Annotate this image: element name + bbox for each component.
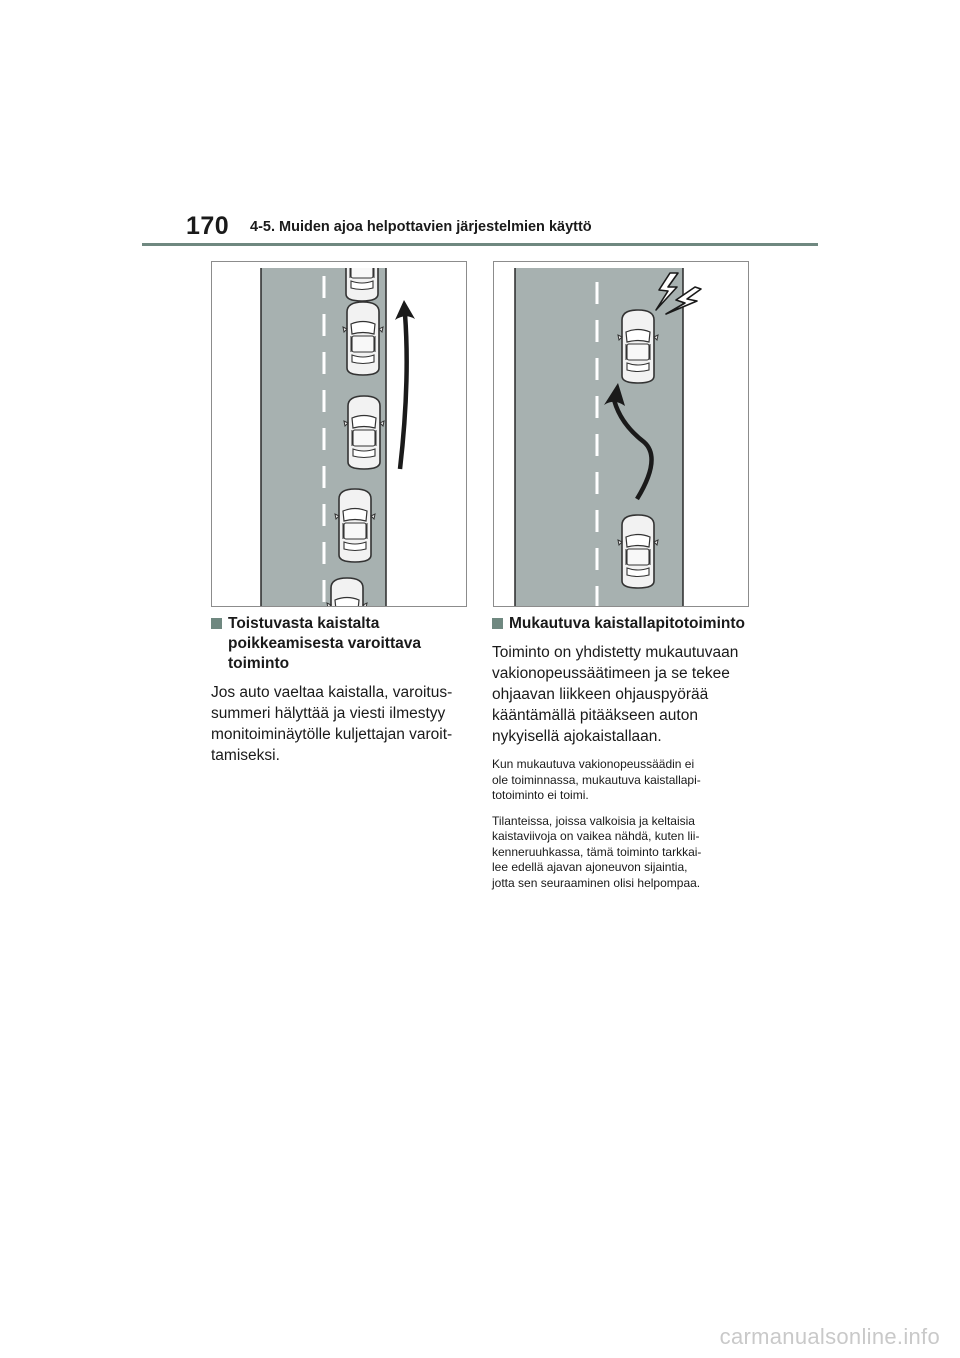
square-bullet-icon: [492, 618, 503, 629]
section-heading-text: Mukautuva kaistallapitotoiminto: [509, 615, 745, 632]
car: [335, 489, 375, 562]
section-lane-departure: [211, 614, 469, 766]
section-body: Jos auto vaeltaa kaistalla, varoitus- summeri hälyttää ja viesti ilmestyy monitoiminäytölle kuljettajan varoit- tamiseksi.: [211, 684, 453, 764]
figure-lane-tracing: [493, 261, 749, 607]
car: [327, 578, 367, 606]
section-heading: [492, 614, 750, 634]
car: [618, 310, 658, 383]
car: [343, 302, 383, 375]
section-lane-tracing: [492, 614, 750, 891]
road-surface: [515, 268, 683, 606]
page-number: 170: [186, 212, 230, 240]
lane-tracing-illustration: [494, 262, 748, 606]
car: [618, 515, 658, 588]
lane-departure-illustration: [212, 262, 466, 606]
section-note: Tilanteissa, joissa valkoisia ja keltaisia kaistaviivoja on vaikea nähdä, kuten lii- kenneruuhkassa, tämä toiminto tarkkai- lee edellä ajavan ajoneuvon sijaintia, jotta sen seuraaminen olisi helpompaa.: [492, 813, 702, 890]
chapter-title: 4-5. Muiden ajoa helpottavien järjestelmien käyttö: [250, 219, 592, 235]
footer-watermark: carmanualsonline.info: [719, 1324, 940, 1349]
section-heading-text: Toistuvasta kaistalta poikkeamisesta varoittava toiminto: [228, 615, 421, 672]
section-body: Toiminto on yhdistetty mukautuvaan vakionopeussäätimeen ja se tekee ohjaavan liikkeen ohjauspyörää kääntämällä pitääkseen auton nykyisellä ajokaistallaan.: [492, 644, 739, 745]
drift-arrow: [400, 314, 407, 469]
section-note: Kun mukautuva vakionopeussäädin ei ole toiminnassa, mukautuva kaistallapi- totoiminto ei toimi.: [492, 757, 701, 802]
car: [344, 396, 384, 469]
section-heading: [211, 614, 469, 674]
car: [342, 262, 382, 301]
square-bullet-icon: [211, 618, 222, 629]
header-rule: [142, 243, 818, 246]
figure-lane-departure: [211, 261, 467, 607]
